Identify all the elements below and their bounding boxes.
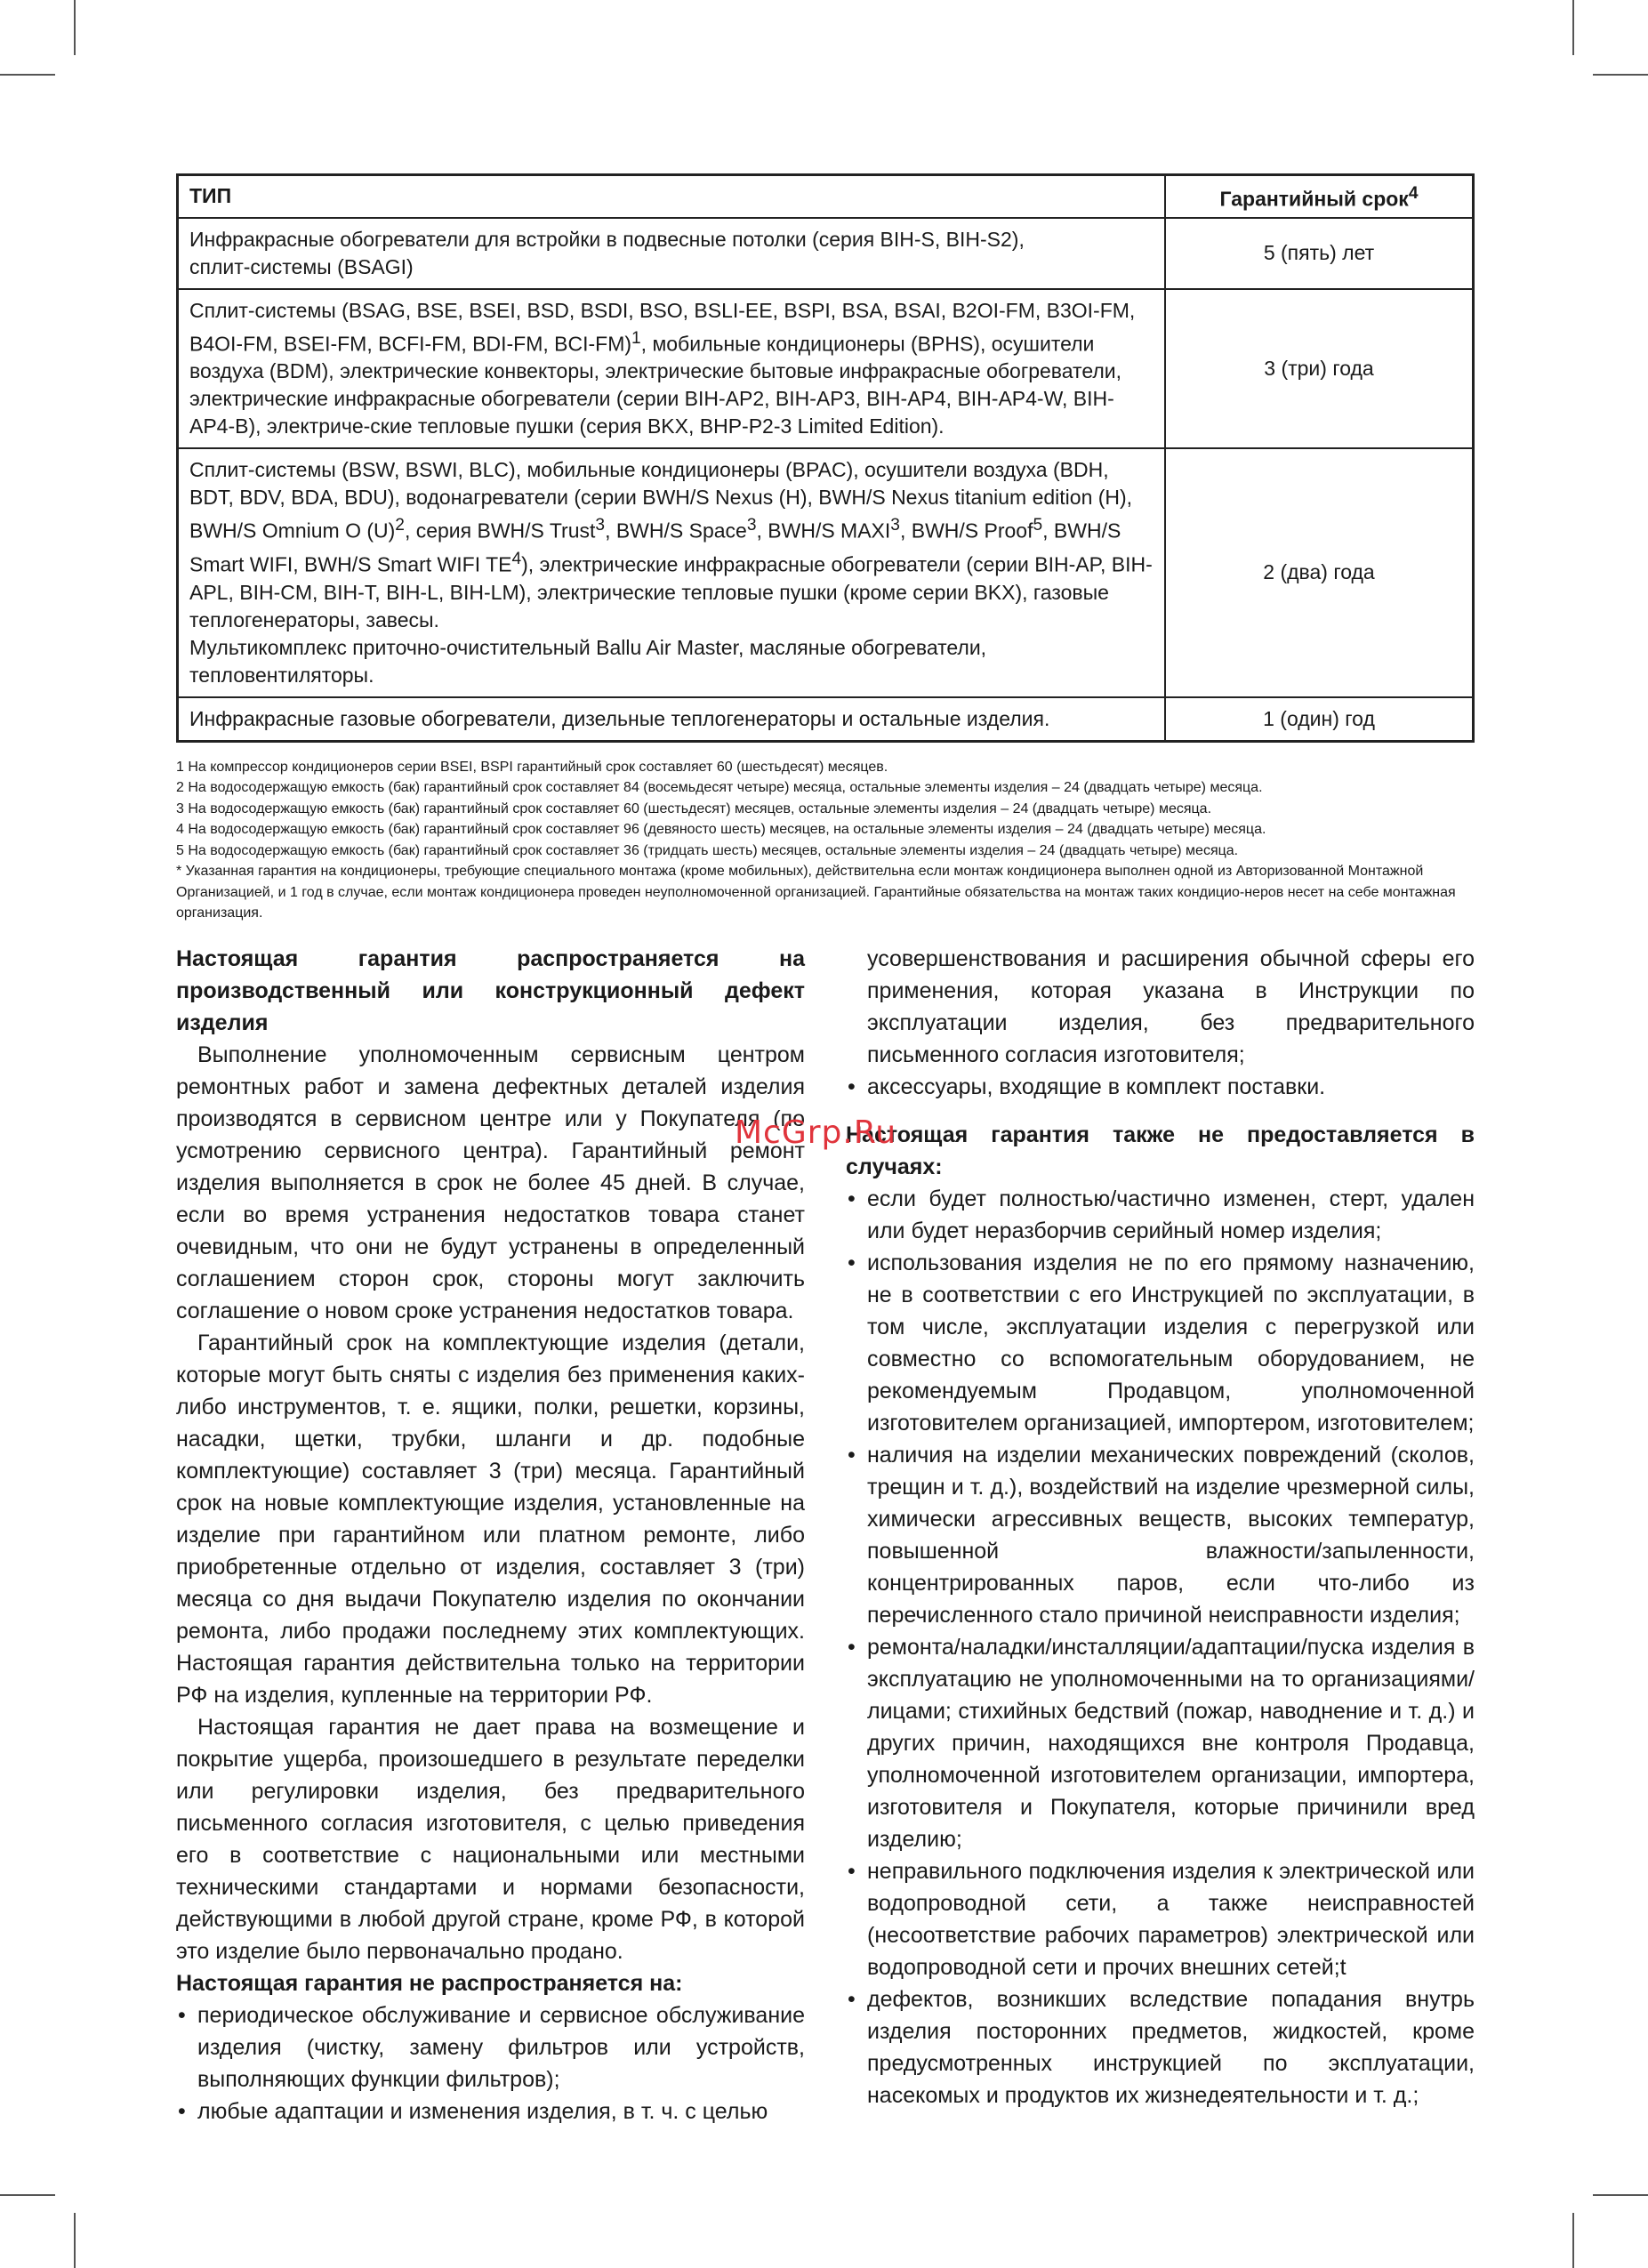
crop-mark — [1593, 74, 1648, 76]
left-heading-defect: Настоящая гарантия распространяется на производственный или конструкционный дефект изделия — [176, 946, 805, 1035]
term-header-sup: 4 — [1408, 184, 1419, 203]
footnotes — [176, 757, 1475, 924]
footnote: 3 На водосодержащую емкость (бак) гарантийный срок составляет 60 (шестьдесят) месяцев, остальные элементы изделия – 24 (двадцать четыре) месяца. — [176, 800, 1212, 816]
list-item: • аксессуары, входящие в комплект поставки. — [846, 1071, 1475, 1103]
list-item: • неправильного подключения изделия к электрической или водопроводной сети, а также неисправностей (несоответствие рабочих параметров) электрической или водопроводной сети и прочих внешних сетей;t — [846, 1855, 1475, 1983]
list-item: • если будет полностью/частично изменен, стерт, удален или будет неразборчив серийный номер изделия; — [846, 1183, 1475, 1247]
product-type-cell: Сплит-системы (BSAG, BSE, BSEI, BSD, BSDI, BSO, BSLI-EE, BSPI, BSA, BSAI, B2OI-FM, B3OI-FM, B4OI-FM, BSEI-FM, BCFI-FM, BDI-FM, BCI-FM)$^1$, мобильные кондиционеры (BPHS), осушители воздуха (BDM), электрические конвекторы, электрические бытовые инфракрасные обогреватели, электрические инфракрасные обогреватели (серии BIH-AP2, BIH-AP3, BIH-AP4, BIH-AP4-W, BIH-AP4-B), электриче-ские тепловые пушки (серия BKX, BHP-P2-3 Limited Edition). — [178, 289, 1166, 449]
warranty-term-cell: 5 (пять) лет — [1165, 218, 1474, 289]
right-column — [846, 943, 1475, 2111]
warranty-table — [176, 173, 1475, 743]
table-header-row — [178, 175, 1474, 218]
spacer — [846, 1103, 1475, 1119]
left-heading-exclusions: Настоящая гарантия не распространяется на: — [176, 1971, 683, 1996]
type-column-header: ТИП — [178, 175, 1166, 218]
left-column — [176, 943, 805, 2127]
list-item-continuation: усовершенствования и расширения обычной сферы его применения, которая указана в Инструкции по эксплуатации изделия, без предварительного письменного согласия изготовителя; — [867, 946, 1475, 1067]
list-item: • наличия на изделии механических повреждений (сколов, трещин и т. д.), воздействий на изделие чрезмерной силы, химически агрессивных веществ, высоких температур, повышенной влажности/запыленности, концентрированных паров, если что-либо из перечисленного стало причиной неисправности изделия; — [846, 1439, 1475, 1631]
right-heading-cases: Настоящая гарантия также не предоставляется в случаях: — [846, 1122, 1475, 1179]
watermark: McGrp.Ru — [735, 1114, 897, 1151]
right-bullet-list — [846, 1183, 1475, 2111]
left-bullet-list — [176, 1999, 805, 2127]
table-row — [178, 697, 1474, 742]
table-row — [178, 448, 1474, 696]
footnote: * Указанная гарантия на кондиционеры, требующие специального монтажа (кроме мобильных), действительна если монтаж кондиционера выполнен одной из Авторизованной Монтажной Организацией, и 1 год в случае, если монтаж кондиционера проведен неуполномоченной организацией. Гарантийные обязательства на монтаж таких кондицио-неров несет на себе монтажная организация. — [176, 864, 1456, 921]
table-body — [178, 218, 1474, 741]
crop-mark — [74, 2213, 76, 2268]
product-type-cell: Инфракрасные обогреватели для встройки в подвесные потолки (серия BIH-S, BIH-S2), сплит-системы (BSAGI) — [178, 218, 1166, 289]
warranty-term-cell: 1 (один) год — [1165, 697, 1474, 742]
crop-mark — [0, 2194, 55, 2196]
list-item: • любые адаптации и изменения изделия, в т. ч. с целью — [176, 2095, 805, 2127]
warranty-term-cell: 3 (три) года — [1165, 289, 1474, 449]
list-item: • ремонта/наладки/инсталляции/адаптации/пуска изделия в эксплуатацию не уполномоченными на то организациями/лицами; стихийных бедствий (пожар, наводнение и т. д.) и других причин, находящихся вне контроля Продавца, уполномоченной изготовителем организации, импортера, изготовителя и Покупателя, которые причинили вред изделию; — [846, 1631, 1475, 1855]
table-row — [178, 218, 1474, 289]
paragraph-repair: Выполнение уполномоченным сервисным центром ремонтных работ и замена дефектных деталей изделия производятся в сервисном центре или у Покупателя (по усмотрению сервисного центра). Гарантийный ремонт изделия выполняется в срок не более 45 дней. В случае, если во время устранения недостатков товара станет очевидным, что они не будут устранены в определенный соглашением сторон срок, стороны могут заключить соглашение о новом сроке устранения недостатков товара. — [176, 1042, 805, 1323]
crop-mark — [0, 74, 55, 76]
crop-mark — [1572, 0, 1574, 55]
paragraph-damage: Настоящая гарантия не дает права на возмещение и покрытие ущерба, произошедшего в результате переделки или регулировки изделия, без предварительного письменного согласия изготовителя, с целью приведения его в соответствие с национальными или местными техническими стандартами и нормами безопасности, действующими в любой другой стране, кроме РФ, в которой это изделие было первоначально продано. — [176, 1715, 805, 1964]
list-item: • дефектов, возникших вследствие попадания внутрь изделия посторонних предметов, жидкостей, кроме предусмотренных инструкцией по эксплуатации, насекомых и продуктов их жизнедеятельности и т. д.; — [846, 1983, 1475, 2111]
footnote: 1 На компрессор кондиционеров серии BSEI, BSPI гарантийный срок составляет 60 (шестьдесят) месяцев. — [176, 759, 888, 775]
product-type-cell: Инфракрасные газовые обогреватели, дизельные теплогенераторы и остальные изделия. — [178, 697, 1166, 742]
crop-mark — [74, 0, 76, 55]
footnote: 4 На водосодержащую емкость (бак) гарантийный срок составляет 96 (девяносто шесть) месяцев, на остальные элементы изделия – 24 (двадцать четыре) месяца. — [176, 822, 1266, 838]
footnote: 2 На водосодержащую емкость (бак) гарантийный срок составляет 84 (восемьдесят четыре) месяца, остальные элементы изделия – 24 (двадцать четыре) месяца. — [176, 780, 1263, 796]
table-row — [178, 289, 1474, 449]
term-header-text: Гарантийный срок — [1219, 187, 1409, 211]
paragraph-components: Гарантийный срок на комплектующие изделия (детали, которые могут быть сняты с изделия без применения каких-либо инструментов, т. е. ящики, полки, решетки, корзины, насадки, щетки, трубки, шланги и др. подобные комплектующие) составляет 3 (три) месяца. Гарантийный срок на новые комплектующие изделия, установленные на изделие при гарантийном или платном ремонте, либо приобретенные отдельно от изделия, составляет 3 (три) месяца со дня выдачи Покупателю изделия по окончании ремонта, либо продажи последнему этих комплектующих. Настоящая гарантия действительна только на территории РФ на изделия, купленные на территории РФ. — [176, 1331, 805, 1708]
list-item: • использования изделия не по его прямому назначению, не в соответствии с его Инструкцией по эксплуатации, в том числе, эксплуатации изделия с перегрузкой или совместно со вспомогательным оборудованием, не рекомендуемым Продавцом, уполномоченной изготовителем организацией, импортером, изготовителем; — [846, 1247, 1475, 1439]
warranty-section — [176, 173, 1475, 924]
term-column-header — [1165, 175, 1474, 218]
right-continuation-list — [846, 943, 1475, 1103]
crop-mark — [1593, 2194, 1648, 2196]
list-item: • периодическое обслуживание и сервисное обслуживание изделия (чистку, замену фильтров или устройств, выполняющих функции фильтров); — [176, 1999, 805, 2095]
warranty-term-cell: 2 (два) года — [1165, 448, 1474, 696]
product-type-cell: Сплит-системы (BSW, BSWI, BLC), мобильные кондиционеры (BPAC), осушители воздуха (BDH, BDT, BDV, BDA, BDU), водонагреватели (серии BWH/S Nexus (H), BWH/S Nexus titanium edition (H), BWH/S Omnium O $(U)^2$, серия BWH/S Trust$^3$, BWH/S Space$^3$, BWH/S MAXI$^3$, BWH/S Proof$^5$, BWH/S Smart WIFI, BWH/S Smart WIFI $TE^4$), электрические инфракрасные обогреватели (серии BIH-AP, BIH-APL, BIH-CM, BIH-T, BIH-L, BIH-LM), электрические тепловые пушки (кроме серии BKX), газовые теплогенераторы, завесы. Мультикомплекс приточно-очистительный Ballu Air Master, масляные обогреватели, тепловентиляторы. — [178, 448, 1166, 696]
footnote: 5 На водосодержащую емкость (бак) гарантийный срок составляет 36 (тридцать шесть) месяцев, остальные элементы изделия – 24 (двадцать четыре) месяца. — [176, 842, 1239, 858]
crop-mark — [1572, 2213, 1574, 2268]
